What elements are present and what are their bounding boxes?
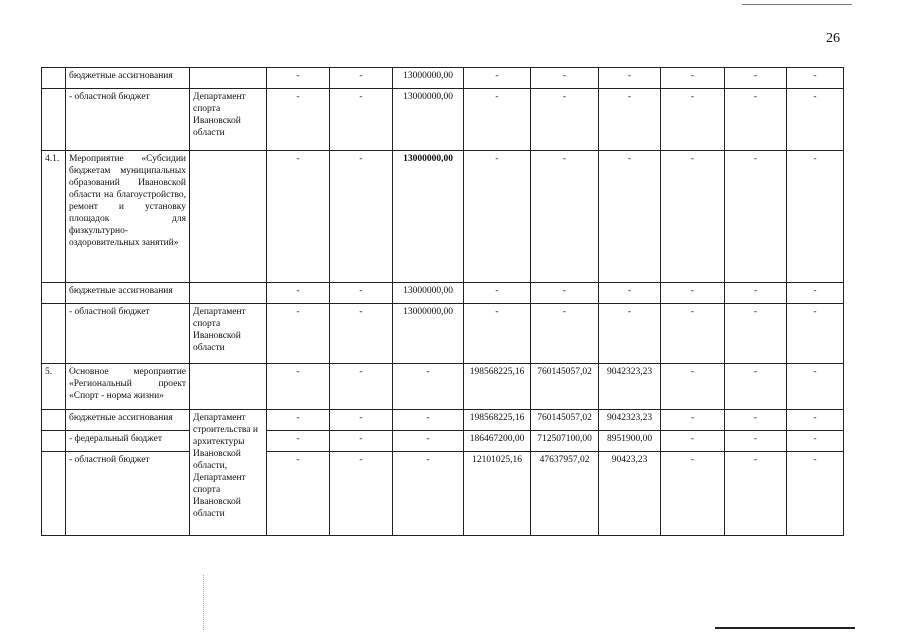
value-cell: - [464,68,531,89]
value-cell: - [393,410,464,431]
value-cell: 47637957,02 [531,452,599,536]
row-executor [190,68,267,89]
value-cell: - [330,431,393,452]
row-name: бюджетные ассигнования [66,283,190,304]
table-row [42,68,844,89]
row-executor: Департамент спорта Ивановской области [190,89,267,151]
row-number: 5. [42,364,66,410]
value-cell: - [267,304,330,364]
value-cell: - [599,304,661,364]
value-cell: - [267,410,330,431]
top-rule [742,4,852,5]
row-name: - областной бюджет [66,452,190,536]
value-cell: - [393,431,464,452]
value-cell: - [661,151,725,283]
value-cell: - [599,68,661,89]
value-cell: 712507100,00 [531,431,599,452]
value-cell: - [725,68,787,89]
row-name: - областной бюджет [66,89,190,151]
value-cell: - [725,364,787,410]
value-cell: 9042323,23 [599,364,661,410]
value-cell: 760145057,02 [531,410,599,431]
table-row [42,89,844,151]
row-name: бюджетные ассигнования [66,68,190,89]
value-cell: - [787,68,844,89]
value-cell: - [661,283,725,304]
value-cell: - [725,151,787,283]
value-cell: - [464,89,531,151]
value-cell: - [725,410,787,431]
value-cell: - [464,151,531,283]
value-cell: 12101025,16 [464,452,531,536]
row-name: - областной бюджет [66,304,190,364]
value-cell: - [267,68,330,89]
row-executor [190,151,267,283]
value-cell: - [330,89,393,151]
value-cell: 13000000,00 [393,283,464,304]
value-cell: - [267,452,330,536]
value-cell: 8951900,00 [599,431,661,452]
value-cell: - [393,452,464,536]
value-cell: - [330,283,393,304]
value-cell: - [661,68,725,89]
row-number: 4.1. [42,151,66,283]
row-number [42,283,66,304]
table-row [42,304,844,364]
value-cell: - [531,89,599,151]
row-number [42,89,66,151]
value-cell: - [725,283,787,304]
value-cell: - [464,304,531,364]
value-cell: 13000000,00 [393,304,464,364]
page-number: 26 [826,31,840,46]
value-cell: - [531,68,599,89]
value-cell: - [787,431,844,452]
row-name: бюджетные ассигнования [66,410,190,431]
value-cell: - [464,283,531,304]
value-cell: - [599,151,661,283]
value-cell: - [661,304,725,364]
row-name: Основное мероприятие «Региональный проект «Спорт - норма жизни» [66,364,190,410]
scan-specks [203,575,210,630]
table-row [42,283,844,304]
value-cell: 9042323,23 [599,410,661,431]
value-cell: - [267,364,330,410]
row-executor: Департамент строительства и архитектуры Ивановской области, Департамент спорта Ивановской области [190,410,267,536]
row-number [42,431,66,452]
table-row [42,364,844,410]
table-row [42,452,844,536]
value-cell: - [330,68,393,89]
row-number [42,410,66,431]
row-name: - федеральный бюджет [66,431,190,452]
value-cell: 13000000,00 [393,68,464,89]
value-cell: - [787,452,844,536]
value-cell: - [330,364,393,410]
value-cell: - [267,151,330,283]
value-cell: - [725,89,787,151]
value-cell: - [725,304,787,364]
value-cell: 13000000,00 [393,151,464,283]
row-executor [190,283,267,304]
value-cell: 198568225,16 [464,410,531,431]
value-cell: 13000000,00 [393,89,464,151]
value-cell: - [661,410,725,431]
value-cell: - [787,410,844,431]
value-cell: - [599,89,661,151]
value-cell: - [267,431,330,452]
value-cell: - [531,304,599,364]
value-cell: - [330,410,393,431]
row-number [42,452,66,536]
row-number [42,68,66,89]
value-cell: - [661,364,725,410]
value-cell: - [531,151,599,283]
value-cell: - [787,89,844,151]
value-cell: - [531,283,599,304]
value-cell: - [661,89,725,151]
value-cell: - [787,283,844,304]
table-row [42,431,844,452]
value-cell: - [330,304,393,364]
row-number [42,304,66,364]
value-cell: - [787,364,844,410]
value-cell: - [661,431,725,452]
value-cell: - [787,304,844,364]
value-cell: - [787,151,844,283]
value-cell: 760145057,02 [531,364,599,410]
value-cell: - [393,364,464,410]
table-row [42,151,844,283]
budget-table [41,67,844,536]
value-cell: - [599,283,661,304]
value-cell: - [330,452,393,536]
value-cell: 90423,23 [599,452,661,536]
row-name: Мероприятие «Субсидии бюджетам муниципальных образований Ивановской области на благоустройство, ремонт и установку площадок для физкультурно-оздоровительных занятий» [66,151,190,283]
row-executor: Департамент спорта Ивановской области [190,304,267,364]
value-cell: - [267,283,330,304]
value-cell: - [267,89,330,151]
value-cell: 198568225,16 [464,364,531,410]
value-cell: - [330,151,393,283]
bottom-rule [715,627,855,629]
value-cell: - [725,431,787,452]
table-row [42,410,844,431]
row-executor [190,364,267,410]
value-cell: 186467200,00 [464,431,531,452]
value-cell: - [725,452,787,536]
value-cell: - [661,452,725,536]
